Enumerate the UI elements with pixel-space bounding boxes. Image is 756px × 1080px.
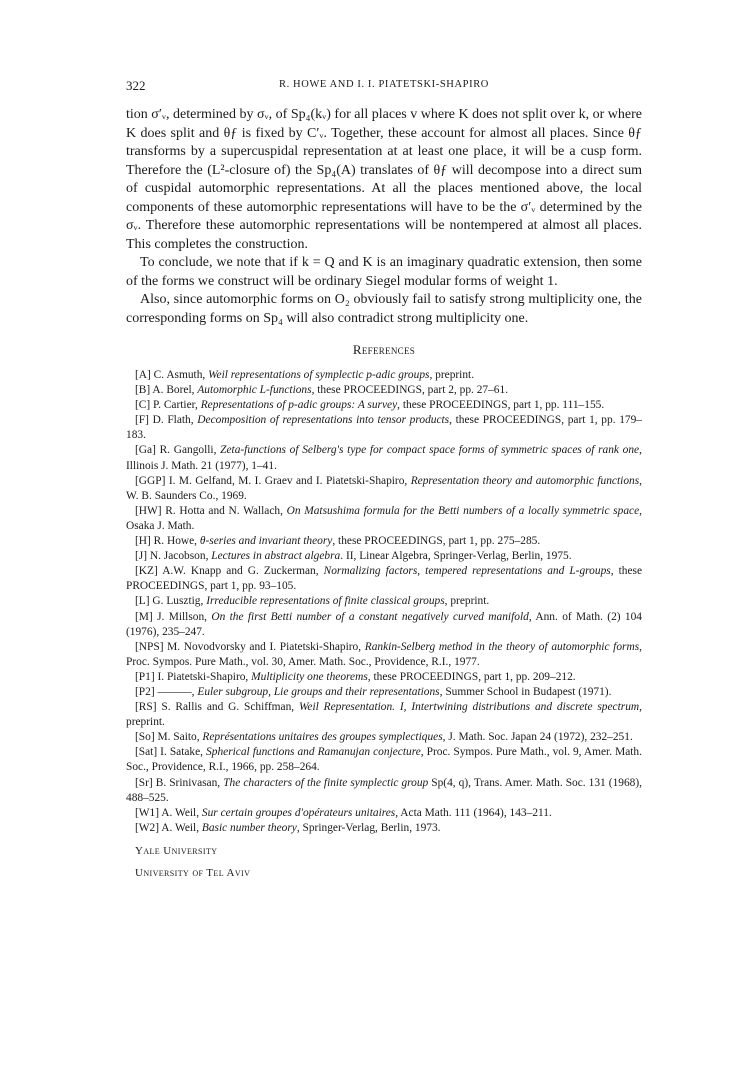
reference-item xyxy=(126,776,642,806)
reference-details: , J. Math. Soc. Japan 24 (1972), 232–251. xyxy=(442,731,633,744)
reference-tag: [F] xyxy=(135,414,149,427)
paragraph: tion σ′ᵥ, determined by σᵥ, of Sp₄(kᵥ) for all places v where K does not split over k, or where K does split and θƒ is fixed by C′ᵥ. Together, these account for almost all places. Since θƒ transforms by a supercuspidal representation at at least one place, it will be a cusp form. Therefore the (L²-closure of) the Sp₄(A) translates of θƒ will decompose into a direct sum of cuspidal automorphic representations. At all the places mentioned above, the local components of these automorphic representations will have to be the σ′ᵥ determined by the σᵥ. Therefore these automorphic representations will be nontempered at almost all places. This completes the construction. xyxy=(126,107,642,252)
reference-details: , preprint. xyxy=(444,595,490,608)
reference-title: Multiplicity one theorems xyxy=(251,670,368,683)
reference-author: J. Millson, xyxy=(157,610,212,623)
running-title: R. HOWE AND I. I. PIATETSKI-SHAPIRO xyxy=(279,79,489,90)
reference-tag: [M] xyxy=(135,610,153,623)
reference-item xyxy=(126,685,642,700)
reference-details: , Summer School in Budapest (1971). xyxy=(439,685,612,698)
reference-author: C. Asmuth, xyxy=(153,369,209,381)
reference-item xyxy=(126,564,642,594)
reference-details: , preprint. xyxy=(126,701,642,729)
reference-title: Rankin-Selberg method in the theory of automorphic forms xyxy=(364,640,640,653)
reference-title: Lectures in abstract algebra xyxy=(211,550,341,563)
reference-author: R. Howe, xyxy=(153,535,200,548)
reference-author: G. Lusztig, xyxy=(152,595,207,608)
reference-details: . II, Linear Algebra, Springer-Verlag, Berlin, 1975. xyxy=(340,550,572,563)
reference-tag: [J] xyxy=(135,550,148,563)
reference-tag: [H] xyxy=(135,535,151,548)
page xyxy=(126,78,642,879)
reference-details: , these PROCEEDINGS, part 1, pp. 111–155. xyxy=(397,399,605,412)
reference-author: M. Novodvorsky and I. Piatetski-Shapiro, xyxy=(167,640,365,653)
reference-tag: [W1] xyxy=(135,806,160,819)
reference-title: On the first Betti number of a constant negatively curved manifold xyxy=(211,610,529,623)
reference-tag: [B] xyxy=(135,384,151,397)
reference-title: Zeta-functions of Selberg's type for compact space forms of symmetric spaces of rank one xyxy=(220,444,640,457)
reference-author: I. M. Gelfand, M. I. Graev and I. Piatetski-Shapiro, xyxy=(168,474,411,487)
reference-title: Euler subgroup, Lie groups and their representations xyxy=(197,685,440,698)
reference-title: Basic number theory xyxy=(201,821,297,834)
reference-details: , Ann. of Math. (2) 104 (1976), 235–247. xyxy=(126,610,642,638)
reference-title: Weil representations of symplectic p-adic groups xyxy=(208,369,430,381)
reference-details: , Proc. Sympos. Pure Math., vol. 30, Amer. Math. Soc., Providence, R.I., 1977. xyxy=(126,640,642,668)
page-header xyxy=(126,78,642,98)
reference-author: B. Srinivasan, xyxy=(155,776,224,789)
reference-details: , Osaka J. Math. xyxy=(126,504,642,532)
reference-details: , these PROCEEDINGS, part 1, pp. 93–105. xyxy=(126,565,642,593)
reference-details: , W. B. Saunders Co., 1969. xyxy=(126,474,642,502)
reference-tag: [L] xyxy=(135,595,150,608)
reference-author: A. Weil, xyxy=(161,806,202,819)
references-heading: References xyxy=(352,342,416,357)
reference-item xyxy=(126,670,642,685)
reference-author: R. Gangolli, xyxy=(159,444,221,457)
reference-item xyxy=(126,443,642,473)
reference-item xyxy=(126,368,642,383)
reference-title: θ-series and invariant theory xyxy=(199,535,333,548)
reference-details: , preprint. xyxy=(429,369,475,381)
body-text xyxy=(126,106,642,328)
page-number: 322 xyxy=(126,78,146,93)
reference-author: S. Rallis and G. Schiffman, xyxy=(161,701,299,714)
reference-item xyxy=(126,383,642,398)
affiliation: University of Tel Aviv xyxy=(135,866,251,879)
reference-details: , Proc. Sympos. Pure Math., vol. 9, Amer. Math. Soc., Providence, R.I., 1966, pp. 258–264. xyxy=(126,746,642,774)
reference-details: , Illinois J. Math. 21 (1977), 1–41. xyxy=(126,444,642,472)
reference-item xyxy=(126,730,642,745)
reference-item xyxy=(126,549,642,564)
reference-author: D. Flath, xyxy=(152,414,198,427)
reference-tag: [C] xyxy=(135,399,151,412)
reference-title: The characters of the finite symplectic group xyxy=(223,776,429,789)
reference-tag: [HW] xyxy=(135,504,162,517)
reference-author: A. Weil, xyxy=(161,821,202,834)
reference-tag: [RS] xyxy=(135,701,157,714)
reference-tag: [W2] xyxy=(135,821,160,834)
reference-item xyxy=(126,640,642,670)
reference-title: Automorphic L-functions xyxy=(197,384,312,397)
reference-title: Representations of p-adic groups: A survey xyxy=(200,399,398,412)
reference-title: On Matsushima formula for the Betti numbers of a locally symmetric space xyxy=(286,504,640,517)
reference-title: Spherical functions and Ramanujan conjecture xyxy=(206,746,421,759)
reference-author: A. Borel, xyxy=(152,384,198,397)
reference-title: Representation theory and automorphic functions xyxy=(410,474,640,487)
reference-tag: [A] xyxy=(135,369,151,381)
reference-author: P. Cartier, xyxy=(153,399,201,412)
paragraph: To conclude, we note that if k = Q and K is an imaginary quadratic extension, then some of the forms we construct will be ordinary Siegel modular forms of weight 1. xyxy=(126,255,642,289)
reference-item xyxy=(126,398,642,413)
reference-tag: [P2] xyxy=(135,685,155,698)
reference-details: , these PROCEEDINGS, part 1, pp. 179–183. xyxy=(126,414,642,442)
reference-details: , these PROCEEDINGS, part 1, pp. 209–212. xyxy=(367,670,576,683)
reference-tag: [NPS] xyxy=(135,640,164,653)
reference-author: I. Piatetski-Shapiro, xyxy=(157,670,252,683)
reference-item xyxy=(126,474,642,504)
reference-item xyxy=(126,534,642,549)
reference-list xyxy=(126,368,642,836)
reference-item xyxy=(126,745,642,775)
reference-tag: [So] xyxy=(135,731,155,744)
reference-author: N. Jacobson, xyxy=(149,550,212,563)
reference-title: Normalizing factors, tempered representations and L-groups xyxy=(323,565,611,578)
reference-tag: [P1] xyxy=(135,670,155,683)
affiliation: Yale University xyxy=(135,844,218,857)
reference-item xyxy=(126,504,642,534)
reference-tag: [KZ] xyxy=(135,565,158,578)
reference-tag: [GGP] xyxy=(135,474,166,487)
reference-details: , these PROCEEDINGS, part 1, pp. 275–285. xyxy=(332,535,541,548)
reference-item xyxy=(126,413,642,443)
reference-title: Irreducible representations of finite classical groups xyxy=(206,595,445,608)
reference-tag: [Sr] xyxy=(135,776,153,789)
reference-details: Sp(4, q), Trans. Amer. Math. Soc. 131 (1968), 488–525. xyxy=(126,776,643,804)
reference-tag: [Sat] xyxy=(135,746,158,759)
reference-tag: [Ga] xyxy=(135,444,156,457)
reference-details: , these PROCEEDINGS, part 2, pp. 27–61. xyxy=(311,384,509,397)
reference-details: , Springer-Verlag, Berlin, 1973. xyxy=(296,821,441,834)
reference-item xyxy=(126,806,642,821)
reference-item xyxy=(126,594,642,609)
reference-author: R. Hotta and N. Wallach, xyxy=(165,504,287,517)
reference-author: ———, xyxy=(157,685,198,698)
reference-author: A.W. Knapp and G. Zuckerman, xyxy=(162,565,324,578)
reference-item xyxy=(126,610,642,640)
reference-title: Sur certain groupes d'opérateurs unitaires xyxy=(201,806,396,819)
reference-author: I. Satake, xyxy=(160,746,207,759)
reference-item xyxy=(126,821,642,836)
reference-title: Decomposition of representations into tensor products xyxy=(197,414,450,427)
reference-title: Weil Representation. I, Intertwining distributions and discrete spectrum xyxy=(298,701,640,714)
reference-title: Représentations unitaires des groupes symplectiques xyxy=(202,731,443,744)
paragraph: Also, since automorphic forms on O₂ obviously fail to satisfy strong multiplicity one, the corresponding forms on Sp₄ will also contradict strong multiplicity one. xyxy=(126,292,642,326)
reference-details: , Acta Math. 111 (1964), 143–211. xyxy=(395,806,552,819)
reference-author: M. Saito, xyxy=(157,731,203,744)
reference-item xyxy=(126,700,642,730)
